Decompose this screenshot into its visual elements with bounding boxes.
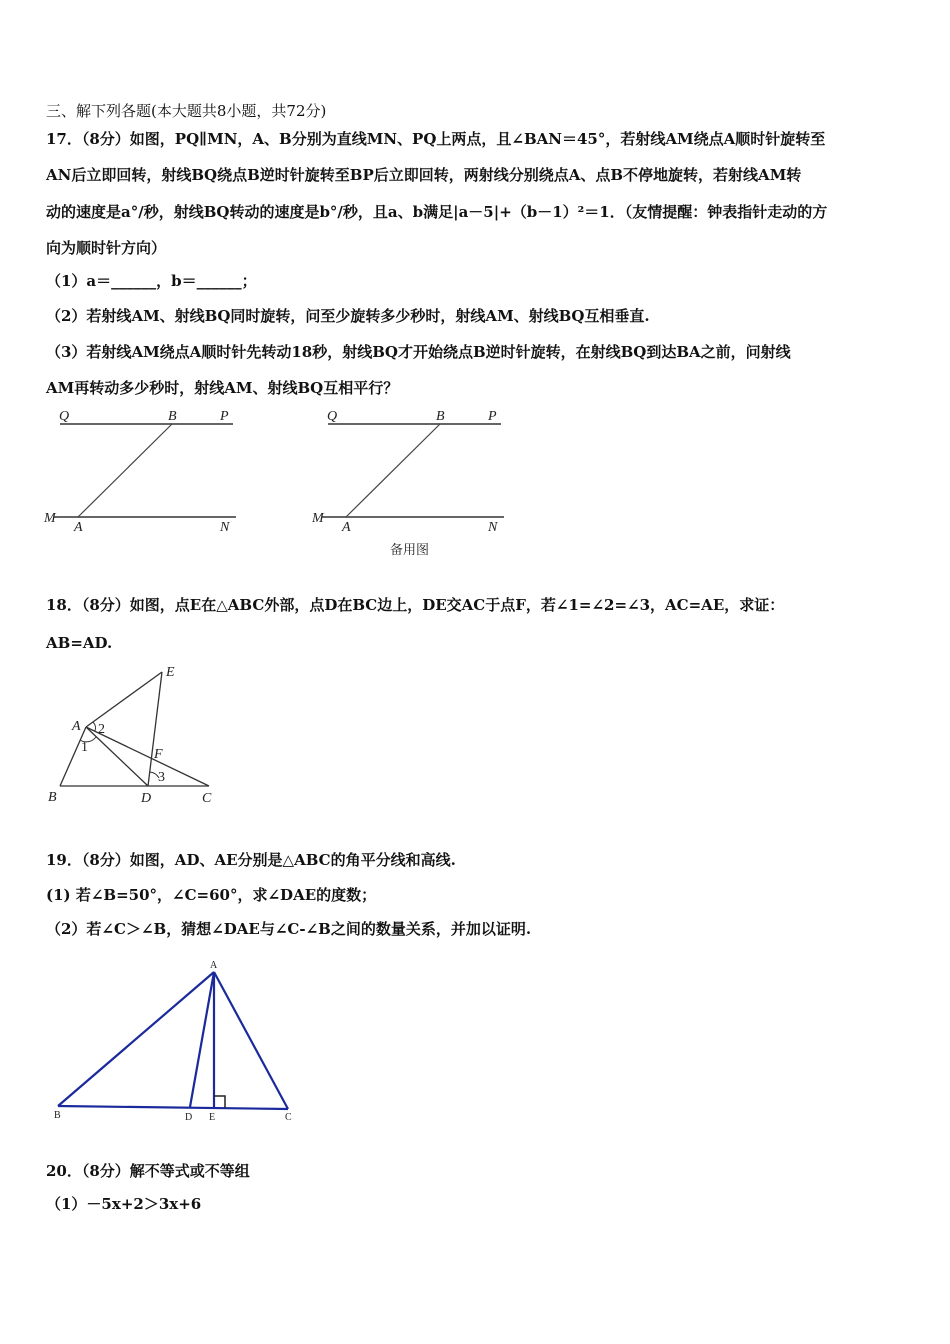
q18-line-1: 18．（8分）如图，点E在△ABC外部，点D在BC边上，DE交AC于点F，若∠1=∠2=∠3，AC=AE，求证：	[46, 596, 785, 614]
q19-label-b: B	[54, 1110, 61, 1121]
q18-label-d: D	[141, 791, 152, 806]
q17-fig1-label-m: M	[44, 511, 56, 526]
q18-label-b: B	[48, 790, 57, 805]
q17-figure-main	[40, 404, 250, 539]
q17-part-2: （2）若射线AM、射线BQ同时旋转，问至少旋转多少秒时，射线AM、射线BQ互相垂直.	[46, 307, 650, 325]
q18-label-c: C	[202, 791, 212, 806]
q17-fig2-label-a: A	[342, 520, 351, 535]
q17-line-3: 动的速度是a°/秒，射线BQ转动的速度是b°/秒，且a、b满足|a－5|+（b－1）²＝1．（友情提醒：钟表指针走动的方	[46, 203, 828, 221]
q17-fig2-label-b: B	[436, 409, 445, 424]
q17-line-2: AN后立即回转，射线BQ绕点B逆时针旋转至BP后立即回转，两射线分别绕点A、点B不停地旋转，若射线AM转	[46, 166, 802, 184]
q19-figure	[48, 956, 298, 1126]
q19-line-1: 19．（8分）如图，AD、AE分别是△ABC的角平分线和高线.	[46, 851, 456, 869]
q17-fig2-label-n: N	[488, 520, 498, 535]
q17-fig1-label-n: N	[220, 520, 230, 535]
q17-line-4: 向为顺时针方向）	[46, 239, 167, 257]
q19-label-e: E	[209, 1112, 216, 1123]
q17-spare-caption: 备用图	[390, 543, 430, 558]
q18-label-angle-2: 2	[98, 722, 105, 737]
q17-fig2-label-m: M	[312, 511, 324, 526]
q19-label-a: A	[210, 960, 218, 971]
q17-fig1-label-a: A	[74, 520, 83, 535]
q18-label-angle-1: 1	[81, 740, 88, 755]
q17-line-1: 17．（8分）如图，PQ∥MN，A、B分别为直线MN、PQ上两点，且∠BAN＝45°，若射线AM绕点A顺时针旋转至	[46, 130, 826, 148]
q19-label-d: D	[185, 1112, 193, 1123]
q19-line-3: （2）若∠C＞∠B，猜想∠DAE与∠C-∠B之间的数量关系，并加以证明.	[46, 920, 532, 938]
q17-part-1: （1）a＝______，b＝______；	[46, 272, 257, 290]
q17-figure-spare	[308, 404, 518, 560]
q18-figure	[44, 660, 224, 810]
q20-line-1: 20．（8分）解不等式或不等组	[46, 1162, 250, 1180]
q19-label-c: C	[285, 1112, 292, 1123]
q17-part-3-line-2: AM再转动多少秒时，射线AM、射线BQ互相平行？	[46, 379, 399, 397]
q17-fig1-label-b: B	[168, 409, 177, 424]
q17-fig1-label-p: P	[220, 409, 229, 424]
q18-label-a: A	[72, 719, 81, 734]
q20-part-1: （1）－5x+2＞3x+6	[46, 1195, 202, 1213]
q18-label-f: F	[154, 747, 163, 762]
q17-fig2-label-q: Q	[327, 409, 338, 424]
section-header: 三、解下列各题(本大题共8小题，共72分)	[46, 102, 327, 120]
q17-fig1-label-q: Q	[59, 409, 70, 424]
q19-line-2: (1) 若∠B=50°，∠C=60°，求∠DAE的度数；	[46, 886, 377, 904]
q17-part-3-line-1: （3）若射线AM绕点A顺时针先转动18秒，射线BQ才开始绕点B逆时针旋转，在射线BQ到达BA之前，问射线	[46, 343, 791, 361]
q18-label-e: E	[166, 665, 175, 680]
q17-fig2-label-p: P	[488, 409, 497, 424]
q18-label-angle-3: 3	[158, 770, 165, 785]
q18-line-2: AB=AD.	[46, 634, 113, 652]
